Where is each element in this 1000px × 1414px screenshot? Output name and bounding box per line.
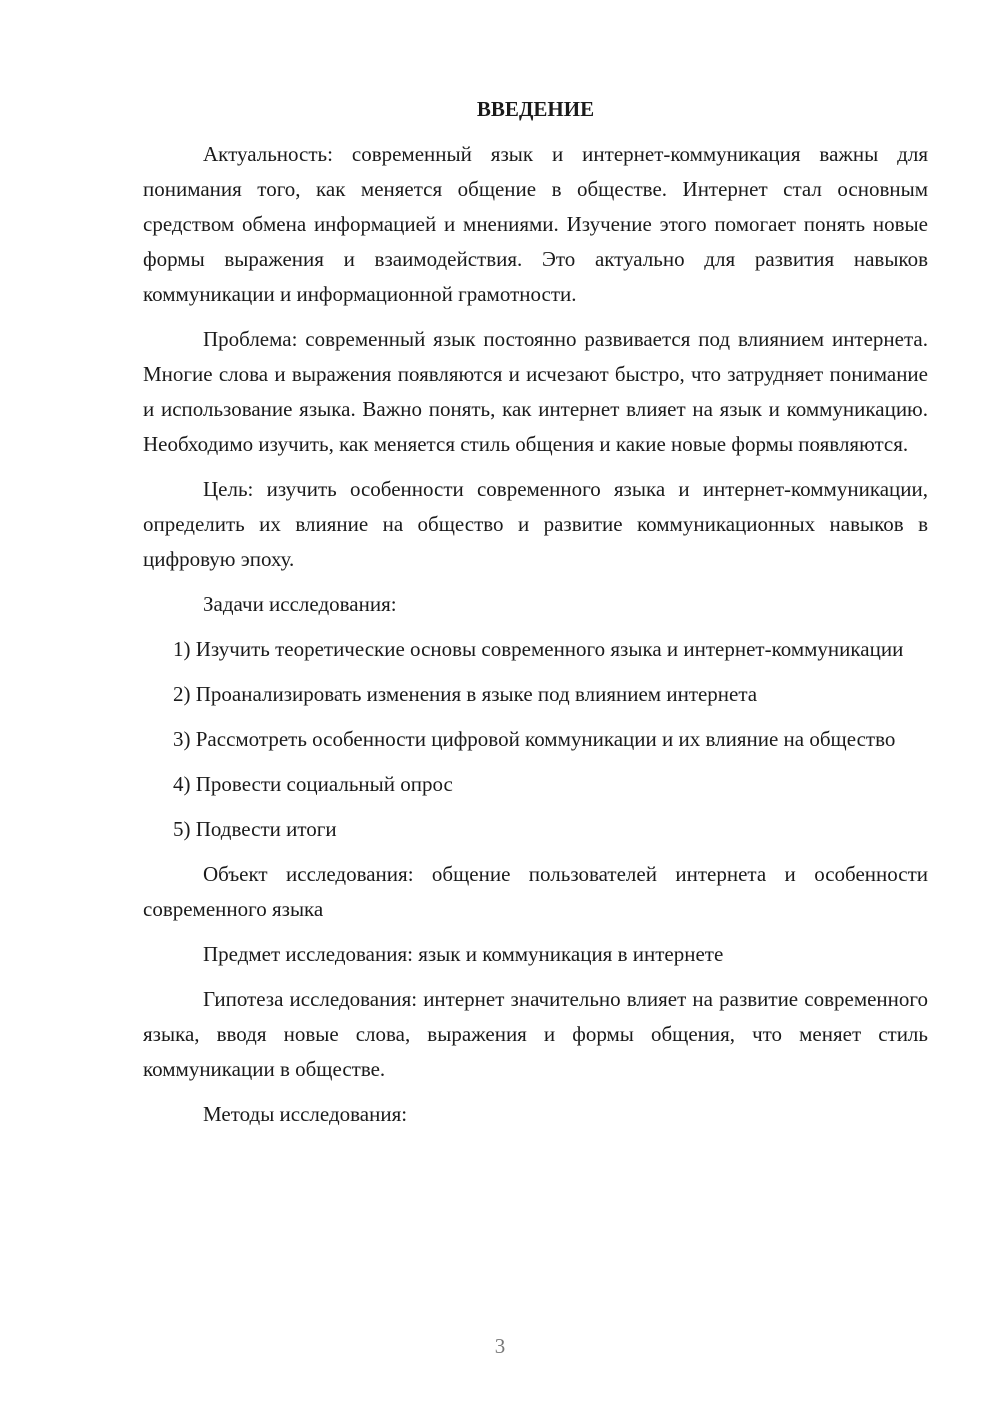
task-item: 4) Провести социальный опрос	[173, 772, 453, 796]
hypothesis-paragraph: Гипотеза исследования: интернет значительно влияет на развитие современного языка, вводя новые слова, выражения и формы общения, что меняет стиль коммуникации в обществе.	[143, 987, 928, 1081]
relevance-paragraph: Актуальность: современный язык и интернет-коммуникация важны для понимания того, как меняется общение в обществе. Интернет стал основным средством обмена информацией и мнениями. Изучение этого помогает понять новые формы выражения и взаимодействия. Это актуально для развития навыков коммуникации и информационной грамотности.	[143, 142, 928, 306]
page-title: ВВЕДЕНИЕ	[476, 97, 595, 121]
task-item: 2) Проанализировать изменения в языке под влиянием интернета	[173, 682, 758, 706]
document-page	[143, 92, 928, 1142]
problem-paragraph: Проблема: современный язык постоянно развивается под влиянием интернета. Многие слова и выражения появляются и исчезают быстро, что затрудняет понимание и использование языка. Важно понять, как интернет влияет на язык и коммуникацию. Необходимо изучить, как меняется стиль общения и какие новые формы появляются.	[143, 327, 928, 456]
goal-paragraph: Цель: изучить особенности современного языка и интернет-коммуникации, определить их влияние на общество и развитие коммуникационных навыков в цифровую эпоху.	[143, 477, 928, 571]
tasks-heading: Задачи исследования:	[203, 592, 397, 616]
methods-paragraph: Методы исследования:	[203, 1102, 408, 1126]
task-item: 5) Подвести итоги	[173, 817, 337, 841]
task-item: 1) Изучить теоретические основы современного языка и интернет-коммуникации	[173, 637, 904, 661]
subject-paragraph: Предмет исследования: язык и коммуникация в интернете	[203, 942, 724, 966]
page-number: 3	[494, 1334, 506, 1358]
task-item: 3) Рассмотреть особенности цифровой коммуникации и их влияние на общество	[173, 727, 896, 751]
object-paragraph: Объект исследования: общение пользователей интернета и особенности современного языка	[143, 862, 928, 921]
